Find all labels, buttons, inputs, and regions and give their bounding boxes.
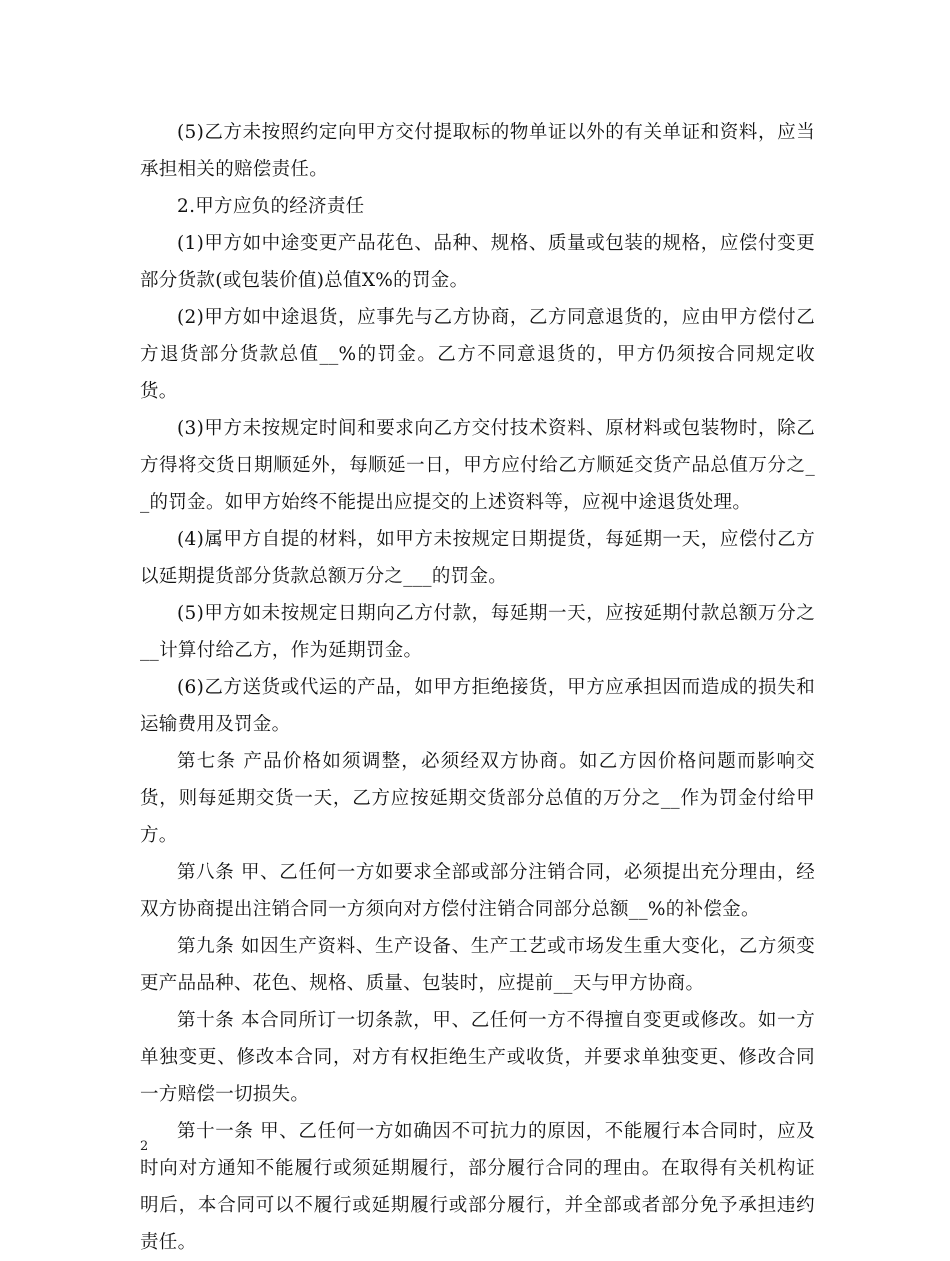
paragraph-article-8-cancellation: 第八条 甲、乙任何一方如要求全部或部分注销合同，必须提出充分理由，经双方协商提出注销合同一方须向对方偿付注销合同部分总额__%的补偿金。: [140, 862, 815, 920]
paragraph-item-1-change-specs: (1)甲方如中途变更产品花色、品种、规格、质量或包装的规格，应偿付变更部分货款(或包装价值)总值X%的罚金。: [140, 233, 815, 291]
document-body: [140, 114, 815, 1261]
paragraph-item-6-refuse-delivery: (6)乙方送货或代运的产品，如甲方拒绝接货，甲方应承担因而造成的损失和运输费用及罚金。: [140, 677, 815, 735]
paragraph-item-5-late-payment: (5)甲方如未按规定日期向乙方付款，每延期一天，应按延期付款总额万分之__计算付给乙方，作为延期罚金。: [140, 603, 815, 661]
paragraph-article-11-force-majeure: 第十一条 甲、乙任何一方如确因不可抗力的原因，不能履行本合同时，应及时向对方通知不能履行或须延期履行，部分履行合同的理由。在取得有关机构证明后，本合同可以不履行或延期履行或部分履行，并全部或者部分免予承担违约责任。: [140, 1121, 815, 1253]
page-number: 2: [140, 1139, 149, 1154]
paragraph-clause-5-delivery-documents: (5)乙方未按照约定向甲方交付提取标的物单证以外的有关单证和资料，应当承担相关的赔偿责任。: [140, 122, 815, 180]
paragraph-article-9-major-changes: 第九条 如因生产资料、生产设备、生产工艺或市场发生重大变化，乙方须变更产品品种、花色、规格、质量、包装时，应提前__天与甲方协商。: [140, 936, 815, 994]
paragraph-item-3-technical-materials: (3)甲方未按规定时间和要求向乙方交付技术资料、原材料或包装物时，除乙方得将交货日期顺延外，每顺延一日，甲方应付给乙方顺延交货产品总值万分之__的罚金。如甲方始终不能提出应提交的上述资料等，应视中途退货处理。: [140, 418, 815, 513]
paragraph-article-7-price-adjustment: 第七条 产品价格如须调整，必须经双方协商。如乙方因价格问题而影响交货，则每延期交货一天，乙方应按延期交货部分总值的万分之__作为罚金付给甲方。: [140, 751, 815, 846]
section-heading-party-a-liability: 2.甲方应负的经济责任: [177, 196, 365, 217]
paragraph-item-4-self-pickup: (4)属甲方自提的材料，如甲方未按规定日期提货，每延期一天，应偿付乙方以延期提货部分货款总额万分之___的罚金。: [140, 529, 815, 587]
paragraph-article-10-no-unilateral-change: 第十条 本合同所订一切条款，甲、乙任何一方不得擅自变更或修改。如一方单独变更、修改本合同，对方有权拒绝生产或收货，并要求单独变更、修改合同一方赔偿一切损失。: [140, 1010, 815, 1105]
paragraph-item-2-return-goods: (2)甲方如中途退货，应事先与乙方协商，乙方同意退货的，应由甲方偿付乙方退货部分货款总值__%的罚金。乙方不同意退货的，甲方仍须按合同规定收货。: [140, 307, 815, 402]
